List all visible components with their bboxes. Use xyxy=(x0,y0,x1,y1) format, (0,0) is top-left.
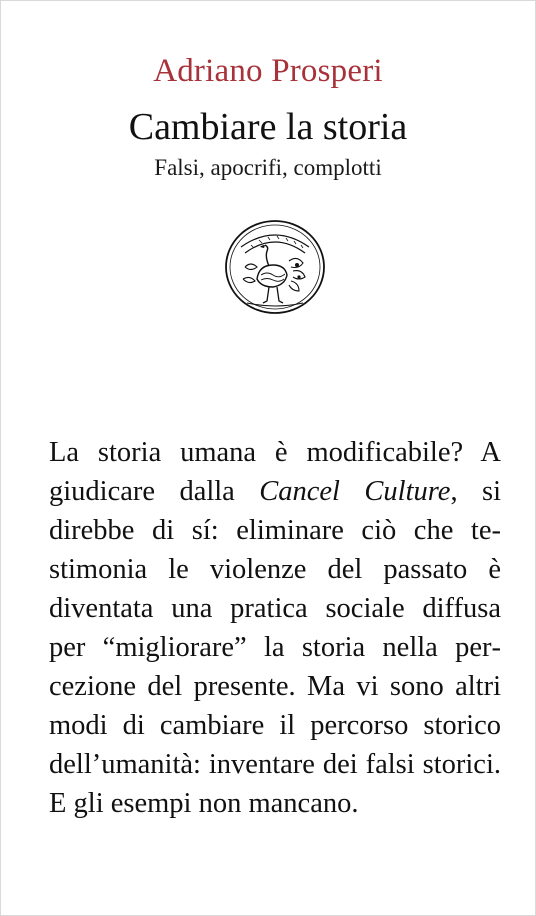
blurb-text xyxy=(49,433,501,823)
ostrich-seal-icon xyxy=(223,217,327,317)
blurb-italic-term: Cancel Culture xyxy=(259,476,451,507)
blurb-part-1: La storia umana è modificabile? A giudicare dalla xyxy=(49,437,501,507)
book-subtitle: Falsi, apocrifi, complotti xyxy=(154,155,382,180)
book-title: Cambiare la storia xyxy=(128,106,408,148)
author-name: Adriano Prosperi xyxy=(153,53,383,89)
blurb-part-2: , si direbbe di sí: eliminare ciò che testimonia le violenze del passato è diventata una pratica sociale diffusa per “migliorare” la storia nella percezione del presente. Ma vi sono altri modi di cambiare il percorso storico dell’umanità: inventare dei falsi storici. E gli esempi non mancano. xyxy=(49,476,501,819)
